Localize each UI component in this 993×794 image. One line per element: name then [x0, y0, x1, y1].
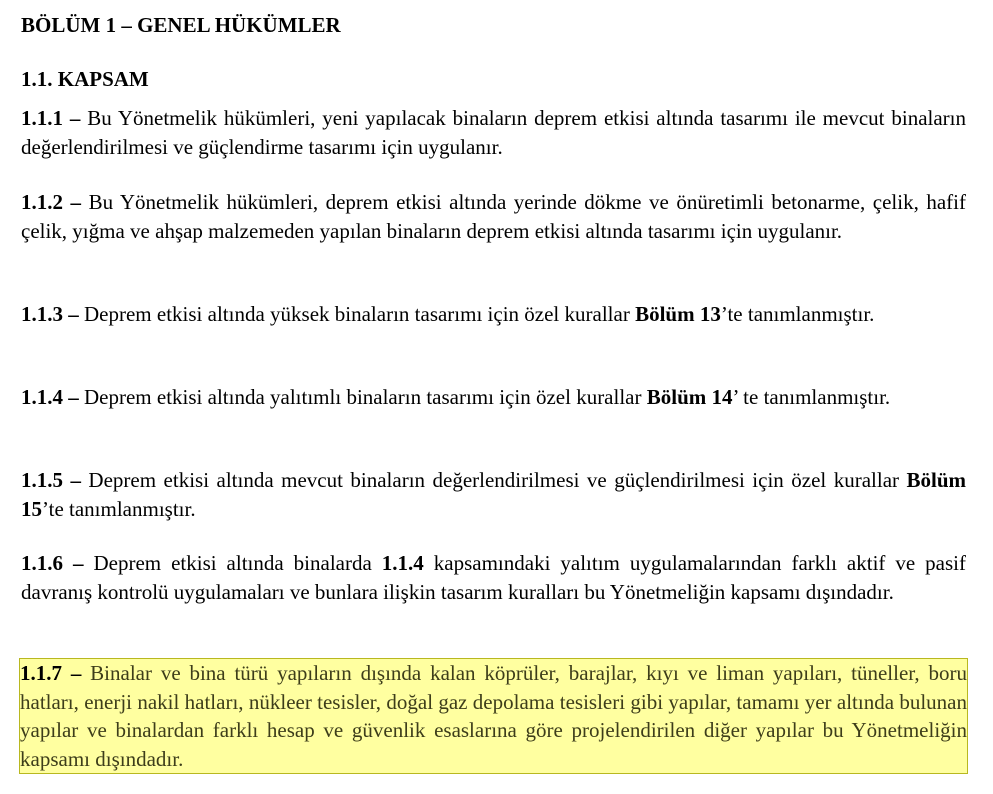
paragraph-text: Deprem etkisi altında yüksek binaların tasarımı için özel kurallar [78, 302, 636, 326]
paragraph-number: 1.1.3 – [21, 302, 79, 326]
paragraph-text: Deprem etkisi altında mevcut binaların değerlendirilmesi ve güçlendirilmesi için özel kurallar [80, 468, 907, 492]
chapter-reference: Bölüm 13 [635, 302, 721, 326]
paragraph-number: 1.1.1 – [21, 106, 81, 130]
paragraph-text: kapsamındaki yalıtım uygulamalarından farklı aktif ve pasif davranış kontrolü uygulamaları ve bunlara ilişkin tasarım kuralları bu Yönetmeliğin kapsamı dışındadır. [21, 551, 967, 604]
paragraph-text: Binalar ve bina türü yapıların dışında kalan köprüler, barajlar, kıyı ve liman yapıları, tüneller, boru hatları, enerji nakil hatları, nükleer tesisler, doğal gaz depolama tesisleri gibi yapılar, tamamı yer altında bulunan yapılar ve binalardan farklı hesap ve güvenlik esaslarına göre projelendirilen diğer yapılar bu Yönetmeliğin kapsamı dışındadır. [20, 661, 968, 771]
paragraph-number: 1.1.2 – [21, 190, 82, 214]
paragraph-text: Bu Yönetmelik hükümleri, yeni yapılacak binaların deprem etkisi altında tasarımı ile mevcut binaların değerlendirilmesi ve güçlendirme tasarımı için uygulanır. [21, 106, 966, 159]
paragraph-text: Bu Yönetmelik hükümleri, deprem etkisi altında yerinde dökme ve önüretimli betonarme, çelik, hafif çelik, yığma ve ahşap malzemeden yapılan binaların deprem etkisi altında tasarımı için uygulanır. [21, 190, 966, 243]
paragraph-number: 1.1.6 – [21, 551, 84, 575]
paragraph-text: Deprem etkisi altında binalarda [83, 551, 382, 575]
paragraph-1-1-1 [21, 104, 966, 161]
chapter-reference: Bölüm 14 [646, 385, 733, 409]
paragraph-text: Deprem etkisi altında yalıtımlı binaların tasarımı için özel kurallar [78, 385, 647, 409]
paragraph-number: 1.1.4 – [21, 385, 79, 409]
paragraph-text: ’te tanımlanmıştır. [720, 302, 875, 326]
chapter-title: BÖLÜM 1 – GENEL HÜKÜMLER [21, 13, 341, 37]
section-reference: 1.1.4 [381, 551, 424, 575]
paragraph-text: ’te tanımlanmıştır. [42, 496, 196, 521]
paragraph-1-1-6 [21, 549, 966, 606]
chapter-reference: Bölüm 15 [21, 468, 966, 521]
paragraph-1-1-2 [21, 188, 966, 245]
paragraph-1-1-4 [21, 383, 966, 412]
paragraph-number: 1.1.5 – [21, 468, 81, 492]
section-title: 1.1. KAPSAM [21, 67, 149, 91]
paragraph-1-1-3 [21, 300, 966, 329]
paragraph-1-1-5 [21, 466, 966, 523]
paragraph-text: ’ te tanımlanmıştır. [732, 385, 891, 409]
paragraph-1-1-7-highlighted [20, 659, 967, 773]
paragraph-number: 1.1.7 – [20, 661, 82, 685]
